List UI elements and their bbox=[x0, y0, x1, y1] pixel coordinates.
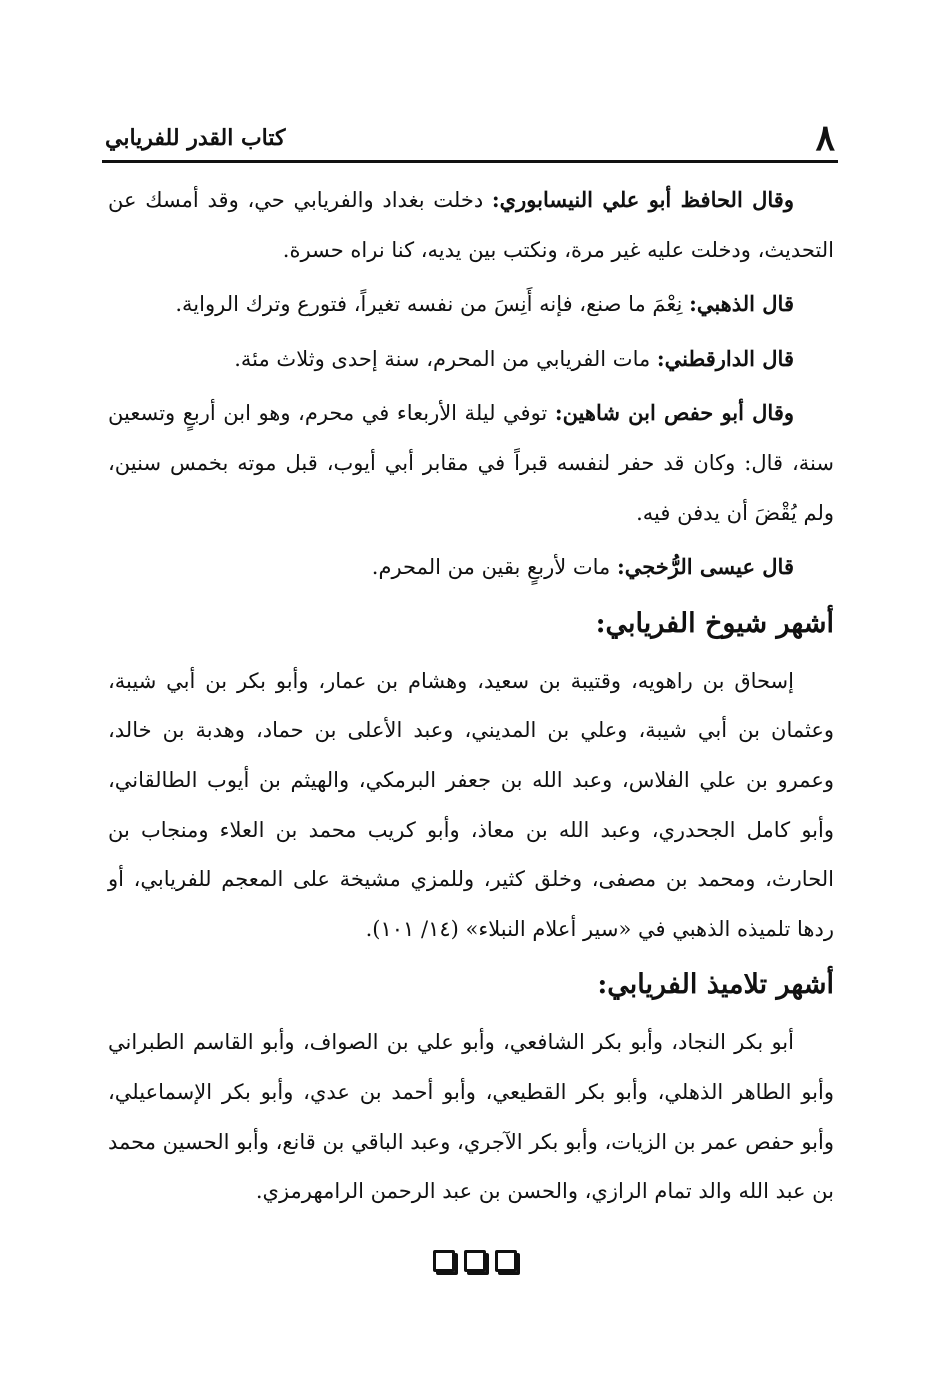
paragraph-dhahabi bbox=[108, 279, 834, 330]
paragraph-teachers: إسحاق بن راهويه، وقتيبة بن سعيد، وهشام بن عمار، وأبو بكر بن أبي شيبة، وعثمان بن أبي شيبة، وعلي بن المديني، وعبد الأعلى بن حماد، وهدبة بن خالد، وعمرو بن علي الفلاس، وعبد الله بن جعفر البرمكي، والهيثم بن أيوب الطالقاني، وأبو كامل الجحدري، وعبد الله بن معاذ، وأبو كريب محمد بن العلاء ومنجاب بن الحارث، ومحمد بن مصفى، وخلق كثير، وللمزي مشيخة على المعجم للفريابي، أو ردها تلميذه الذهبي في «سير أعلام النبلاء» (١٤/ ١٠١). bbox=[108, 668, 834, 941]
paragraph-text: دخلت بغداد والفريابي حي، وقد أمسك عن التحديث، ودخلت عليه غير مرة، ونكتب بين يديه، كنا نراه حسرة. bbox=[108, 188, 834, 262]
square-box-icon bbox=[464, 1250, 486, 1272]
paragraph-daraqutni bbox=[108, 334, 834, 385]
section-heading-students: أشهر تلاميذ الفريابي: bbox=[597, 969, 834, 1001]
paragraph-students: أبو بكر النجاد، وأبو بكر الشافعي، وأبو علي بن الصواف، وأبو القاسم الطبراني وأبو الطاهر الذهلي، وأبو بكر القطيعي، وأبو أحمد بن عدي، وأبو بكر الإسماعيلي، وأبو حفص عمر بن الزيات، وأبو بكر الآجري، وعبد الباقي بن قانع، وأبو الحسين محمد بن عبد الله والد تمام الرازي، والحسن بن عبد الرحمن الرامهرمزي. bbox=[108, 1030, 834, 1204]
square-box-icon bbox=[495, 1250, 517, 1272]
running-title: كتاب القدر للفريابي bbox=[105, 125, 286, 151]
paragraph-ibn-shahin bbox=[108, 388, 834, 538]
header-rule bbox=[102, 160, 838, 163]
square-box-icon bbox=[433, 1250, 455, 1272]
page-number: ٨ bbox=[815, 117, 835, 159]
speaker-label: قال عيسى الرُّخجي: bbox=[616, 554, 794, 580]
body-text bbox=[108, 175, 834, 1221]
speaker-label: وقال أبو حفص ابن شاهين: bbox=[554, 400, 794, 426]
paragraph-text: مات لأربعٍ بقين من المحرم. bbox=[371, 555, 617, 580]
speaker-label: وقال الحافظ أبو علي النيسابوري: bbox=[491, 187, 794, 212]
page-header bbox=[105, 118, 835, 158]
end-ornament bbox=[420, 1250, 530, 1280]
paragraph-text: مات الفريابي من المحرم، سنة إحدى وثلاث مئة. bbox=[234, 346, 657, 371]
paragraph-rukhkhaji bbox=[108, 542, 834, 593]
speaker-label: قال الدارقطني: bbox=[656, 345, 794, 371]
paragraph-nisaburi bbox=[108, 175, 834, 275]
paragraph-text: توفي ليلة الأربعاء في محرم، وهو ابن أربعٍ وتسعين سنة، قال: وكان قد حفر لنفسه قبراً في مقابر أبي أيوب، قبل موته بخمس سنين، ولم يُقْضَ أن يدفن فيه. bbox=[108, 401, 834, 525]
section-heading-teachers: أشهر شيوخ الفريابي: bbox=[595, 607, 834, 639]
speaker-label: قال الذهبي: bbox=[689, 291, 794, 317]
paragraph-text: نِعْمَ ما صنع، فإنه أَنِسَ من نفسه تغيراً، فتورع وترك الرواية. bbox=[175, 292, 690, 317]
